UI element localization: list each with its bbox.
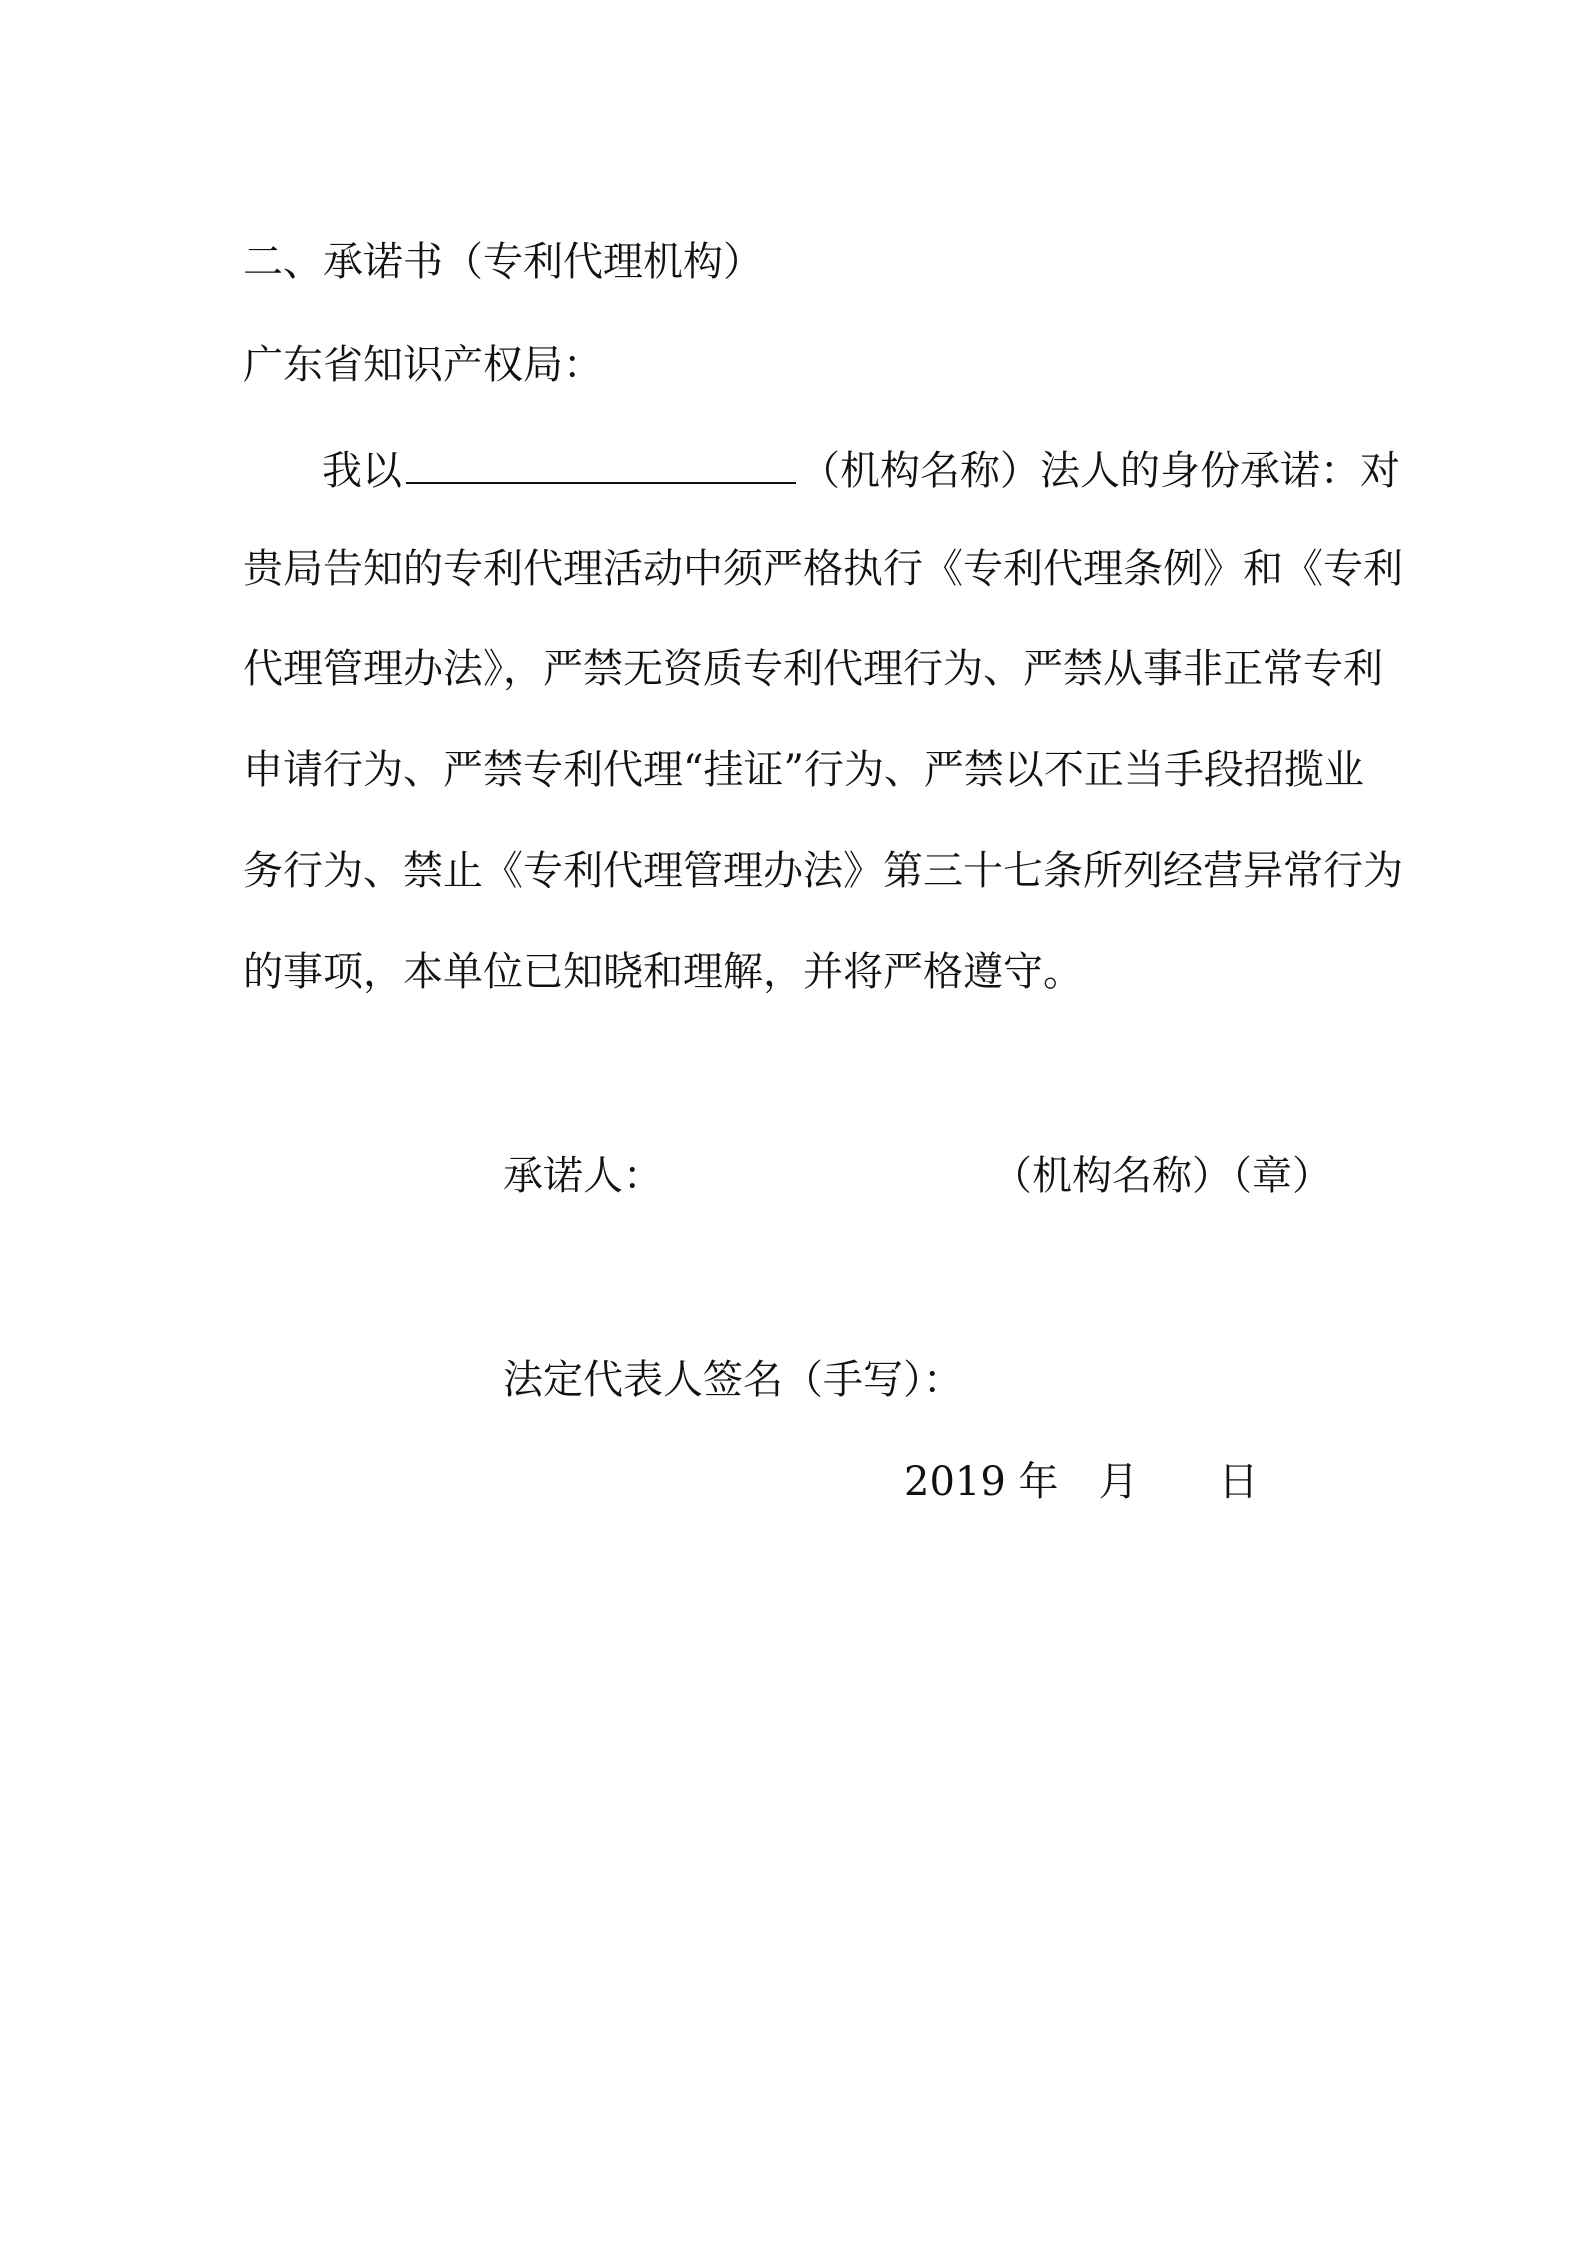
addressee: 广东省知识产权局： — [243, 342, 603, 388]
opening-prefix: 我以 — [322, 448, 402, 494]
org-name-blank — [406, 446, 796, 484]
body-line: 代理管理办法》，严禁无资质专利代理行为、严禁从事非正常专利 — [243, 646, 1383, 692]
legal-representative-label: 法定代表人签名（手写）： — [503, 1357, 963, 1403]
opening-suffix: （机构名称）法人的身份承诺：对 — [800, 448, 1400, 494]
body-line: 申请行为、严禁专利代理“挂证”行为、严禁以不正当手段招揽业 — [243, 747, 1364, 793]
org-seal-label: （机构名称）（章） — [992, 1153, 1332, 1199]
promisor-label: 承诺人： — [503, 1153, 663, 1199]
body-line: 务行为、禁止《专利代理管理办法》第三十七条所列经营异常行为 — [243, 848, 1403, 894]
signing-date: 2019 年 月 日 — [904, 1459, 1259, 1505]
opening-line — [322, 446, 1400, 495]
body-line: 贵局告知的专利代理活动中须严格执行《专利代理条例》和《专利 — [243, 546, 1403, 592]
body-line: 的事项，本单位已知晓和理解，并将严格遵守。 — [243, 949, 1083, 995]
document-heading: 二、承诺书（专利代理机构） — [243, 239, 763, 285]
